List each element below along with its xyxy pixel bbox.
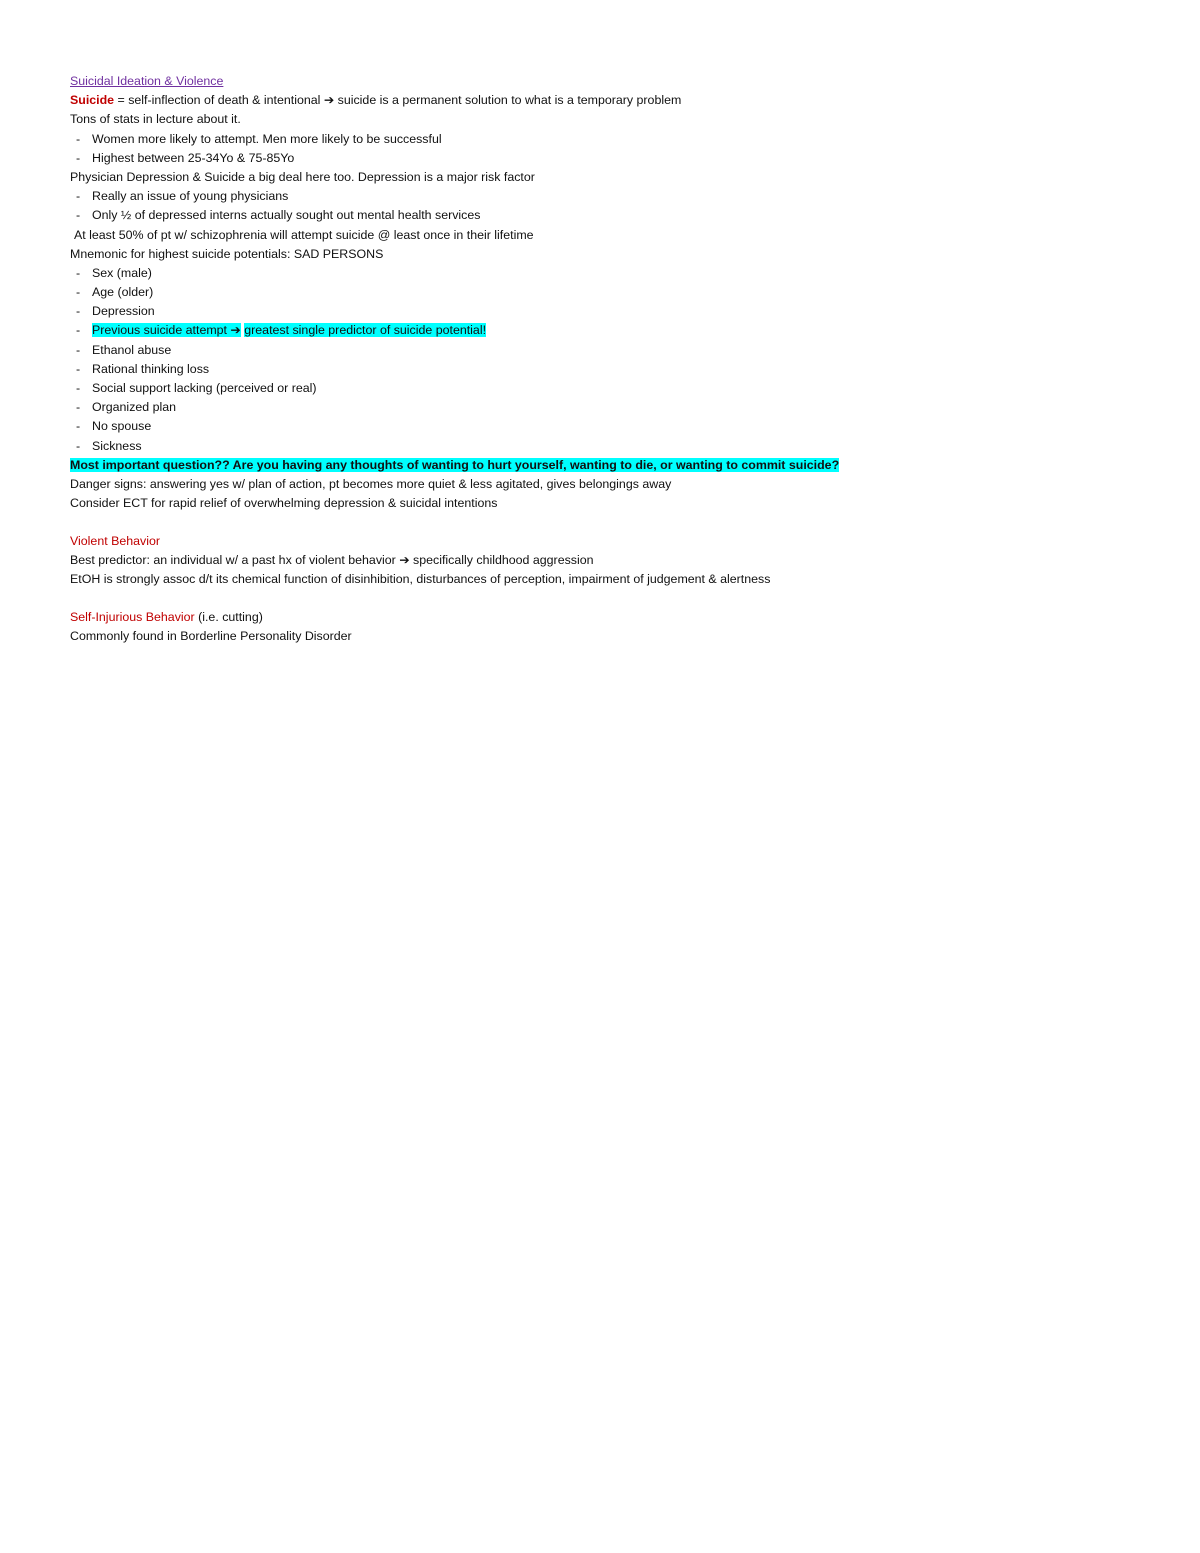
self-injury-heading-line <box>70 608 1150 627</box>
violent-predictor: Best predictor: an individual w/ a past hx of violent behavior ➔ specifically childhood aggression <box>70 553 594 568</box>
section-spacer <box>70 513 1150 532</box>
document-title: Suicidal Ideation & Violence <box>70 74 224 88</box>
mnemonic-title: Mnemonic for highest suicide potentials: SAD PERSONS <box>70 246 384 261</box>
list-item: - Ethanol abuse <box>76 342 172 357</box>
self-injury-heading-suffix: (i.e. cutting) <box>194 610 263 625</box>
stats-note: Tons of stats in lecture about it. <box>70 112 241 127</box>
list-item-text: Rational thinking loss <box>92 361 210 376</box>
suicide-definition-line <box>70 91 1150 110</box>
physician-note: Physician Depression & Suicide a big deal here too. Depression is a major risk factor <box>70 169 535 184</box>
highlighted-text: greatest single predictor of suicide potential! <box>244 323 487 338</box>
important-question: Most important question?? Are you having any thoughts of wanting to hurt yourself, wanting to die, or wanting to commit suicide? <box>70 457 840 472</box>
ect-note: Consider ECT for rapid relief of overwhelming depression & suicidal intentions <box>70 496 498 511</box>
list-item: - Highest between 25-34Yo & 75-85Yo <box>76 150 295 165</box>
list-item-text: Women more likely to attempt. Men more likely to be successful <box>92 131 442 146</box>
list-item: - Organized plan <box>76 400 177 415</box>
list-item-text: Age (older) <box>92 285 154 300</box>
highlighted-text: Previous suicide attempt ➔ <box>92 323 241 338</box>
list-item-highlighted: - Previous suicide attempt ➔ greatest single predictor of suicide potential! <box>76 323 487 338</box>
list-item-text: Social support lacking (perceived or real) <box>92 381 317 395</box>
list-item: - Really an issue of young physicians <box>76 189 289 204</box>
list-item: - Only ½ of depressed interns actually sought out mental health services <box>76 208 481 223</box>
document-title-line <box>70 72 1150 91</box>
schizophrenia-note: At least 50% of pt w/ schizophrenia will attempt suicide @ least once in their lifetime <box>74 227 534 242</box>
document-body <box>70 72 1150 646</box>
list-item: - Sickness <box>76 438 142 453</box>
list-item-text: Only ½ of depressed interns actually sought out mental health services <box>92 208 481 223</box>
etoh-note: EtOH is strongly assoc d/t its chemical function of disinhibition, disturbances of perception, impairment of judgement & alertness <box>70 572 771 587</box>
list-item-text: Sickness <box>92 438 142 453</box>
suicide-definition: = self-inflection of death & intentional ➔ suicide is a permanent solution to what is a temporary problem <box>114 93 682 108</box>
danger-signs: Danger signs: answering yes w/ plan of action, pt becomes more quiet & less agitated, gives belongings away <box>70 476 672 491</box>
section-spacer <box>70 589 1150 608</box>
violent-heading: Violent Behavior <box>70 533 161 548</box>
list-item-text: Really an issue of young physicians <box>92 189 289 204</box>
list-item-text: Sex (male) <box>92 265 152 280</box>
list-item-text: Organized plan <box>92 400 177 415</box>
violent-heading-line <box>70 532 1150 551</box>
list-item: - Sex (male) <box>76 265 152 280</box>
list-item: - No spouse <box>76 419 152 434</box>
list-item-text: Highest between 25-34Yo & 75-85Yo <box>92 150 295 165</box>
list-item-text: Depression <box>92 304 155 319</box>
list-item: - Women more likely to attempt. Men more likely to be successful <box>76 131 442 146</box>
list-item: - Social support lacking (perceived or real) <box>76 381 317 395</box>
self-injury-note: Commonly found in Borderline Personality Disorder <box>70 629 352 644</box>
list-item-text: Ethanol abuse <box>92 342 172 357</box>
list-item: - Rational thinking loss <box>76 361 210 376</box>
list-item: - Depression <box>76 304 155 319</box>
list-item: - Age (older) <box>76 285 154 300</box>
suicide-term: Suicide <box>70 93 115 108</box>
list-item-text: No spouse <box>92 419 152 434</box>
self-injury-heading: Self-Injurious Behavior <box>70 610 195 625</box>
important-question-line <box>70 456 1150 475</box>
